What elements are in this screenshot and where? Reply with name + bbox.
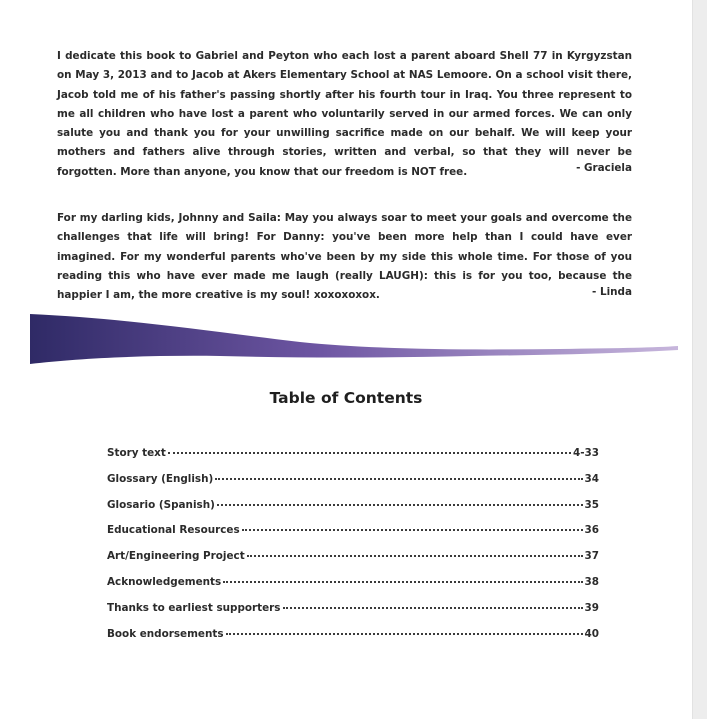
- toc-entry-page: 35: [584, 498, 599, 511]
- toc-entry-page: 39: [584, 601, 599, 614]
- table-of-contents: [107, 447, 599, 653]
- toc-entry: [107, 602, 599, 628]
- dedication-linda-text: For my darling kids, Johnny and Saila: May you always soar to meet your goals and overcome the challenges that life will bring! For Danny: you've been more help than I could have ever imagined. For my wonderful parents who've been by my side this whole time. For those of you reading this who have ever made me laugh (really LAUGH): this is for you too, because the happier I am, the more creative is my soul! xoxoxoxox.: [57, 212, 632, 302]
- toc-entry-page: 37: [584, 550, 599, 563]
- dedication-graciela-signature: - Graciela: [576, 162, 632, 174]
- page-edge: [692, 0, 707, 719]
- toc-entry-label: Acknowledgements: [107, 575, 222, 588]
- decorative-wave-divider: [0, 308, 692, 378]
- toc-dot-leader: [247, 555, 583, 557]
- toc-entry-label: Educational Resources: [107, 524, 240, 537]
- toc-dot-leader: [217, 504, 583, 506]
- toc-entry-page: 36: [584, 524, 599, 537]
- wave-shape: [30, 314, 678, 364]
- toc-entry-label: Thanks to earliest supporters: [107, 601, 281, 614]
- toc-entry: [107, 628, 599, 654]
- toc-dot-leader: [223, 581, 582, 583]
- toc-title: Table of Contents: [269, 389, 423, 407]
- toc-entry: [107, 524, 599, 550]
- toc-entry-page: 40: [584, 627, 599, 640]
- toc-entry-page: 4-33: [572, 447, 599, 459]
- toc-entry: [107, 473, 599, 499]
- toc-dot-leader: [226, 633, 583, 635]
- toc-dot-leader: [242, 529, 583, 531]
- toc-entry-page: 34: [584, 472, 599, 485]
- toc-dot-leader: [283, 607, 583, 609]
- toc-entry-page: 38: [584, 575, 599, 588]
- toc-entry: [107, 550, 599, 576]
- toc-entry-label: Art/Engineering Project: [107, 550, 245, 563]
- toc-entry-label: Glosario (Spanish): [107, 498, 215, 511]
- toc-entry-label: Book endorsements: [107, 627, 224, 640]
- toc-dot-leader: [168, 452, 571, 454]
- toc-entry-label: Story text: [107, 447, 166, 459]
- dedication-graciela-text: I dedicate this book to Gabriel and Peyton who each lost a parent aboard Shell 77 in Kyrgyzstan on May 3, 2013 and to Jacob at Akers Elementary School at NAS Lemoore. On a school visit there, Jacob told me of his father's passing shortly after his fourth tour in Iraq. You three represent to me all children who have lost a parent who voluntarily served in our armed forces. We can only salute you and thank you for your unwilling sacrifice made on our behalf. We will keep your mothers and fathers alive through stories, written and verbal, so that they will never be forgotten. More than anyone, you know that our freedom is NOT free.: [57, 50, 632, 178]
- dedication-linda-signature: - Linda: [592, 286, 632, 298]
- toc-entry: [107, 447, 599, 473]
- toc-entry-label: Glossary (English): [107, 472, 214, 485]
- toc-dot-leader: [215, 478, 582, 480]
- toc-entry: [107, 576, 599, 602]
- toc-entry: [107, 499, 599, 525]
